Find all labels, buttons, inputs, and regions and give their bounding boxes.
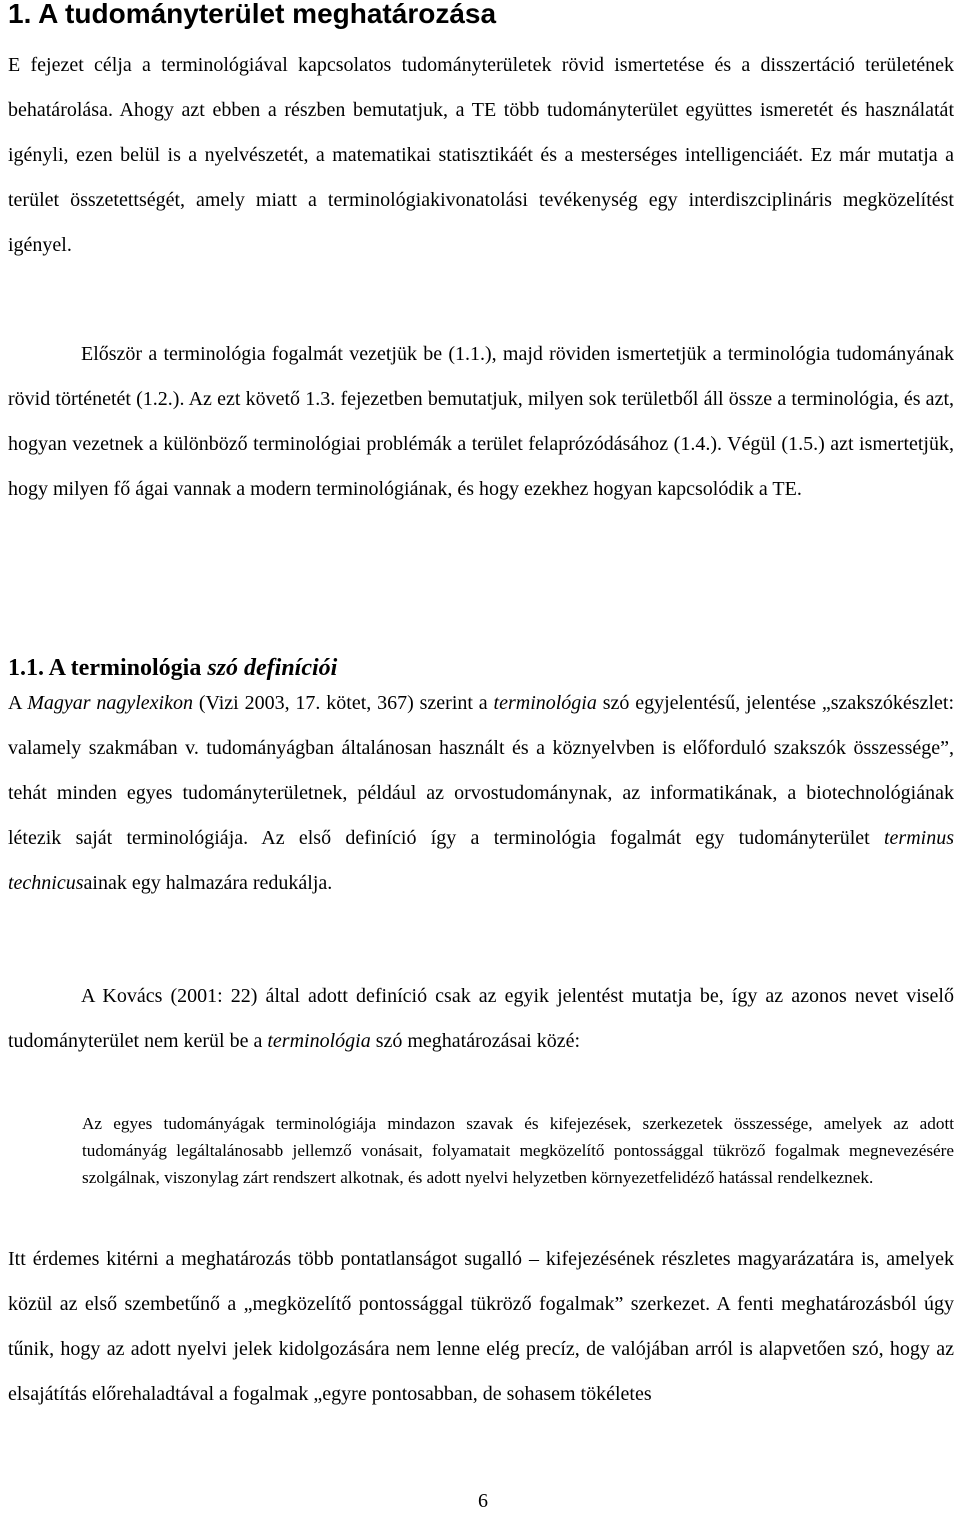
outline-paragraph-text: Először a terminológia fogalmát vezetjük be (1.1.), majd röviden ismertetjük a terminológia tudományának rövid történetét (1.2.). Az ezt követő 1.3. fejezetben bemutatjuk, milyen sok területből áll össze a terminológia, és azt, hogyan vezetnek a különböző terminológiai problémák a terület felaprózódásához (1.4.). Végül (1.5.) azt ismertetjük, hogy milyen fő ágai vannak a modern terminológiának, és hogy ezekhez hogyan kapcsolódik a TE. — [8, 343, 954, 501]
analysis-paragraph-text: Itt érdemes kitérni a meghatározás több pontatlanságot sugalló – kifejezésének részletes magyarázatára is, amelyek közül az első szembetűnő a „megközelítő pontossággal tükröző fogalmak” szerkezet. A fenti meghatározásból úgy tűnik, hogy az adott nyelvi jelek kidolgozására nem lenne elég precíz, de valójában arról is alapvetően szó, hogy az elsajátítás előrehaladtával a fogalmak „egyre pontosabban, de sohasem tökéletes — [8, 1248, 954, 1406]
kovacs-text-2: szó meghatározásai közé: — [370, 1030, 581, 1053]
definition-italic-terminus: terminus technicus — [8, 827, 954, 895]
kovacs-text-1: A Kovács (2001: 22) által adott definíció csak az egyik jelentést mutatja be, így az azonos nevet viselő tudományterület nem kerül be a — [8, 985, 954, 1053]
definition-text-1: A — [8, 692, 28, 714]
intro-paragraph-text: E fejezet célja a terminológiával kapcsolatos tudományterületek rövid ismertetése és a disszertáció területének behatárolása. Ahogy azt ebben a részben bemutatjuk, a TE több tudományterület együttes ismeretét és használatát igényli, ezen belül is a nyelvészetét, a matematikai statisztikáét és a mesterséges intelligenciáét. Ez már mutatja a terület összetettségét, amely miatt a terminológiakivonatolási tevékenység egy interdiszciplináris megközelítést igényel. — [8, 54, 954, 257]
definition-paragraph-text — [8, 681, 954, 906]
page-number: 6 — [478, 1490, 488, 1512]
section-title-italic: szó definíciói — [207, 655, 338, 681]
block-quote: Az egyes tudományágak terminológiája mindazon szavak és kifejezések, szerkezetek összessége, amelyek az adott tudományág legáltalánosabb jellemző vonásait, folyamatait megközelítő pontossággal tükröző fogalmak megnevezésére szolgálnak, viszonylag zárt rendszert alkotnak, és adott nyelvi helyzetben környezetfelidéző hatással rendelkeznek. — [82, 1114, 954, 1187]
definition-paragraph — [8, 681, 954, 906]
section-number: 1.1. — [8, 655, 44, 681]
definition-italic-term: terminológia — [493, 692, 597, 714]
kovacs-italic-term: terminológia — [267, 1030, 371, 1053]
definition-text-3: szó egyjelentésű, jelentése „szakszókészlet: valamely szakmában v. tudományágban általánosan használt és a köznyelvben is előforduló szakszók összessége”, tehát minden egyes tudományterületnek, például az orvostudománynak, az informatikának, a biotechnológiának létezik saját terminológiája. Az első definíció így a terminológia fogalmát egy tudományterület — [8, 692, 955, 850]
outline-paragraph — [8, 332, 954, 512]
definition-italic-lexicon: Magyar nagylexikon — [27, 692, 193, 714]
analysis-paragraph — [8, 1237, 954, 1417]
definition-text-4: ainak egy halmazára redukálja. — [83, 872, 333, 895]
kovacs-paragraph-text — [8, 974, 954, 1064]
section-title-plain: A terminológia — [44, 655, 208, 681]
kovacs-paragraph — [8, 974, 954, 1064]
intro-paragraph — [8, 43, 954, 268]
definition-text-2: (Vizi 2003, 17. kötet, 367) szerint a — [193, 692, 494, 714]
chapter-title: 1. A tudományterület meghatározása — [8, 0, 497, 29]
